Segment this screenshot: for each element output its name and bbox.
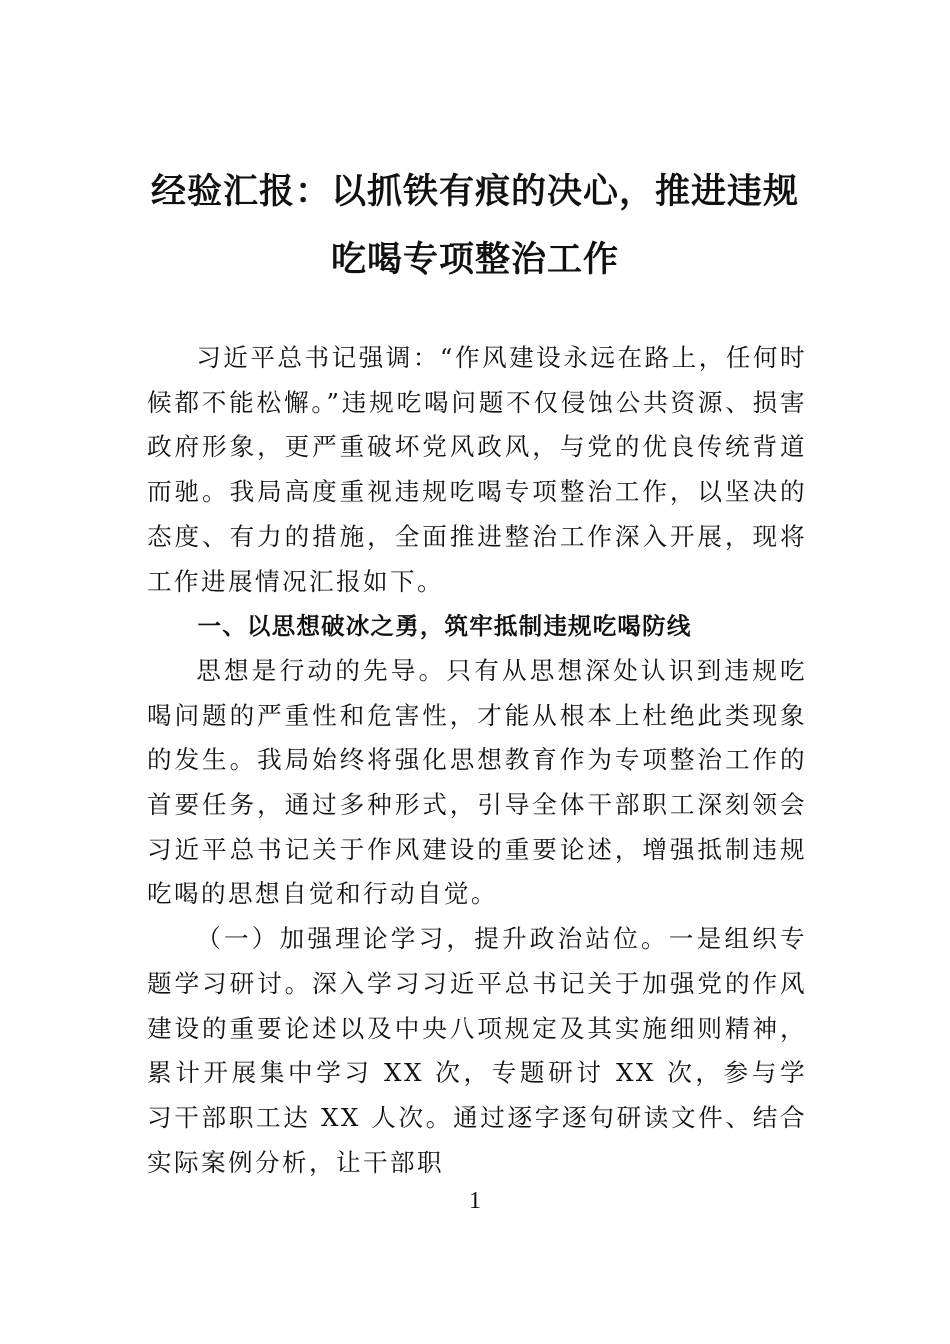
document-title (100, 158, 850, 294)
section-1-paragraph: 思想是行动的先导。只有从思想深处认识到违规吃喝问题的严重性和危害性，才能从根本上杜绝此类现象的发生。我局始终将强化思想教育作为专项整治工作的首要任务，通过多种形式，引导全体干部职工深刻领会习近平总书记关于作风建设的重要论述，增强抵制违规吃喝的思想自觉和行动自觉。 (147, 655, 807, 909)
page-number: 1 (469, 1188, 481, 1214)
title-line-2: 吃喝专项整治工作 (330, 239, 619, 280)
document-body (147, 336, 807, 1185)
section-1-heading: 一、以思想破冰之勇，筑牢抵制违规吃喝防线 (197, 612, 692, 641)
subsection-1-paragraph: （一）加强理论学习，提升政治站位。一是组织专题学习研讨。深入学习习近平总书记关于加强党的作风建设的重要论述以及中央八项规定及其实施细则精神，累计开展集中学习 XX 次，专题研讨 XX 次，参与学习干部职工达 XX 人次。通过逐字逐句研读文件、结合实际案例分析，让干部职 (147, 924, 807, 1177)
title-line-1: 经验汇报：以抓铁有痕的决心，推进违规 (150, 171, 799, 212)
intro-paragraph: 习近平总书记强调：“作风建设永远在路上，任何时候都不能松懈。”违规吃喝问题不仅侵蚀公共资源、损害政府形象，更严重破坏党风政风，与党的优良传统背道而驰。我局高度重视违规吃喝专项整治工作，以坚决的态度、有力的措施，全面推进整治工作深入开展，现将工作进展情况汇报如下。 (147, 343, 807, 596)
